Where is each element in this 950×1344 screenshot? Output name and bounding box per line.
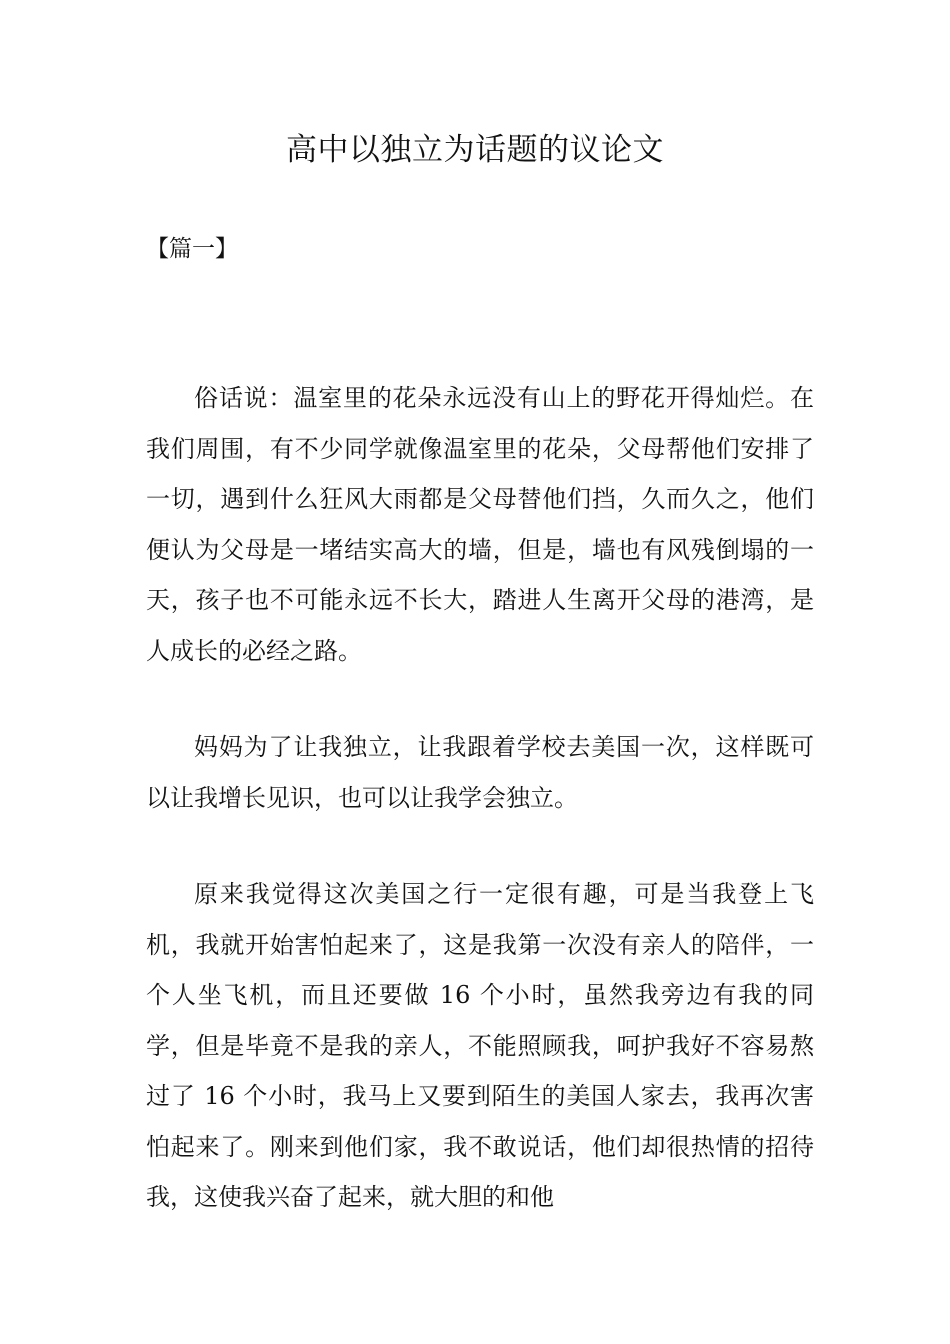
paragraph-1: 俗话说：温室里的花朵永远没有山上的野花开得灿烂。在我们周围，有不少同学就像温室里的花朵，父母帮他们安排了一切，遇到什么狂风大雨都是父母替他们挡，久而久之，他们便认为父母是一堵结实高大的墙，但是，墙也有风残倒塌的一天，孩子也不可能永远不长大，踏进人生离开父母的港湾，是人成长的必经之路。 [146, 384, 814, 665]
document-title: 高中以独立为话题的议论文 [286, 132, 664, 168]
section-label: 【篇一】 [146, 236, 238, 262]
paragraph-2: 妈妈为了让我独立，让我跟着学校去美国一次，这样既可以让我增长见识，也可以让我学会独立。 [146, 733, 814, 812]
paragraph-3: 原来我觉得这次美国之行一定很有趣，可是当我登上飞机，我就开始害怕起来了，这是我第一次没有亲人的陪伴，一个人坐飞机，而且还要做 16 个小时，虽然我旁边有我的同学，但是毕竟不是我的亲人，不能照顾我，呵护我好不容易熬过了 16 个小时，我马上又要到陌生的美国人家去，我再次害怕起来了。刚来到他们家，我不敢说话，他们却很热情的招待我，这使我兴奋了起来，就大胆的和他 [146, 880, 814, 1211]
